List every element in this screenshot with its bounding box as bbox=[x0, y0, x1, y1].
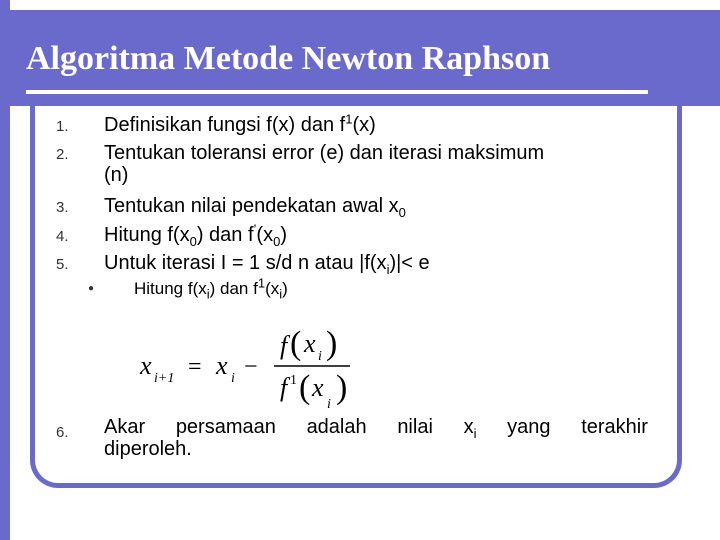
sub-item-part: ) bbox=[282, 279, 288, 298]
subscript: i bbox=[386, 262, 390, 277]
item-text bbox=[104, 111, 649, 136]
item-6-text bbox=[104, 416, 648, 460]
word: yang bbox=[507, 416, 551, 438]
word bbox=[463, 416, 477, 441]
superscript: ’ bbox=[253, 221, 257, 237]
item-text-part: ) dan f bbox=[196, 224, 254, 246]
subscript: i bbox=[206, 286, 210, 302]
denominator-sup: 1 bbox=[290, 373, 297, 388]
left-accent-bar bbox=[0, 0, 10, 540]
sub-item-part: (x bbox=[265, 279, 280, 298]
item-number: 5. bbox=[56, 256, 69, 273]
numerator-f: f bbox=[280, 331, 288, 360]
bullet-icon: ● bbox=[88, 283, 95, 294]
formula-lhs: x bbox=[140, 351, 152, 380]
slide-title: Algoritma Metode Newton Raphson bbox=[26, 40, 551, 77]
item-text-line: (n) bbox=[104, 164, 129, 186]
superscript: 1 bbox=[257, 275, 266, 291]
item-text-line: diperoleh. bbox=[104, 438, 192, 460]
formula-equals: = bbox=[188, 354, 202, 380]
header-bar bbox=[10, 10, 720, 106]
item-text-line bbox=[104, 416, 648, 441]
denominator-x: x bbox=[312, 373, 324, 402]
item-number: 2. bbox=[56, 146, 69, 163]
numerator-sub: i bbox=[318, 349, 322, 364]
item-text-part: Tentukan nilai pendekatan awal x bbox=[104, 195, 399, 217]
word: adalah bbox=[306, 416, 367, 438]
denominator-paren-open: ( bbox=[299, 369, 311, 406]
item-text bbox=[104, 221, 649, 249]
item-text bbox=[104, 142, 649, 186]
item-number: 6. bbox=[56, 424, 69, 441]
word-part: x bbox=[463, 416, 474, 438]
word: persamaan bbox=[175, 416, 276, 438]
sub-item-part: ) dan f bbox=[209, 279, 258, 298]
numerator-paren-open: ( bbox=[290, 325, 302, 362]
item-text-part: (x) bbox=[352, 114, 376, 136]
item-number: 3. bbox=[56, 199, 69, 216]
item-text-part: Hitung f(x bbox=[104, 224, 190, 246]
subscript: 0 bbox=[398, 205, 406, 220]
subscript: i bbox=[279, 286, 283, 302]
formula-x-sub: i bbox=[231, 371, 235, 386]
word: nilai bbox=[397, 416, 433, 438]
subscript: 0 bbox=[273, 234, 281, 249]
item-text-part: Untuk iterasi I = 1 s/d n atau |f(x bbox=[104, 252, 387, 274]
word: Akar bbox=[104, 416, 146, 438]
formula-lhs-sub: i+1 bbox=[154, 371, 175, 386]
subscript: i bbox=[473, 426, 477, 441]
denominator-f: f bbox=[280, 373, 288, 402]
item-text-line: Tentukan toleransi error (e) dan iterasi maksimum bbox=[104, 142, 545, 164]
header-panel bbox=[10, 10, 696, 106]
item-text-part: (x bbox=[256, 224, 274, 246]
numerator-paren-close: ) bbox=[326, 325, 338, 362]
sub-item-part: Hitung f(x bbox=[134, 279, 207, 298]
item-text bbox=[104, 252, 649, 277]
item-text-part: Definisikan fungsi f(x) dan f bbox=[104, 114, 346, 136]
title-underline bbox=[26, 90, 648, 94]
word: terakhir bbox=[581, 416, 648, 438]
item-number: 4. bbox=[56, 228, 69, 245]
numerator-x: x bbox=[304, 329, 316, 358]
denominator-sub: i bbox=[327, 397, 331, 412]
item-number: 1. bbox=[56, 118, 69, 135]
item-text bbox=[104, 195, 649, 220]
formula-x: x bbox=[216, 351, 228, 380]
denominator-paren-close: ) bbox=[336, 369, 348, 406]
newton-raphson-formula bbox=[134, 316, 374, 416]
superscript: 1 bbox=[345, 111, 353, 127]
subscript: 0 bbox=[189, 234, 197, 249]
item-text-part: ) bbox=[280, 224, 287, 246]
item-text-part: )|< e bbox=[389, 252, 430, 274]
sub-item bbox=[134, 275, 288, 302]
formula-minus: − bbox=[244, 354, 258, 380]
